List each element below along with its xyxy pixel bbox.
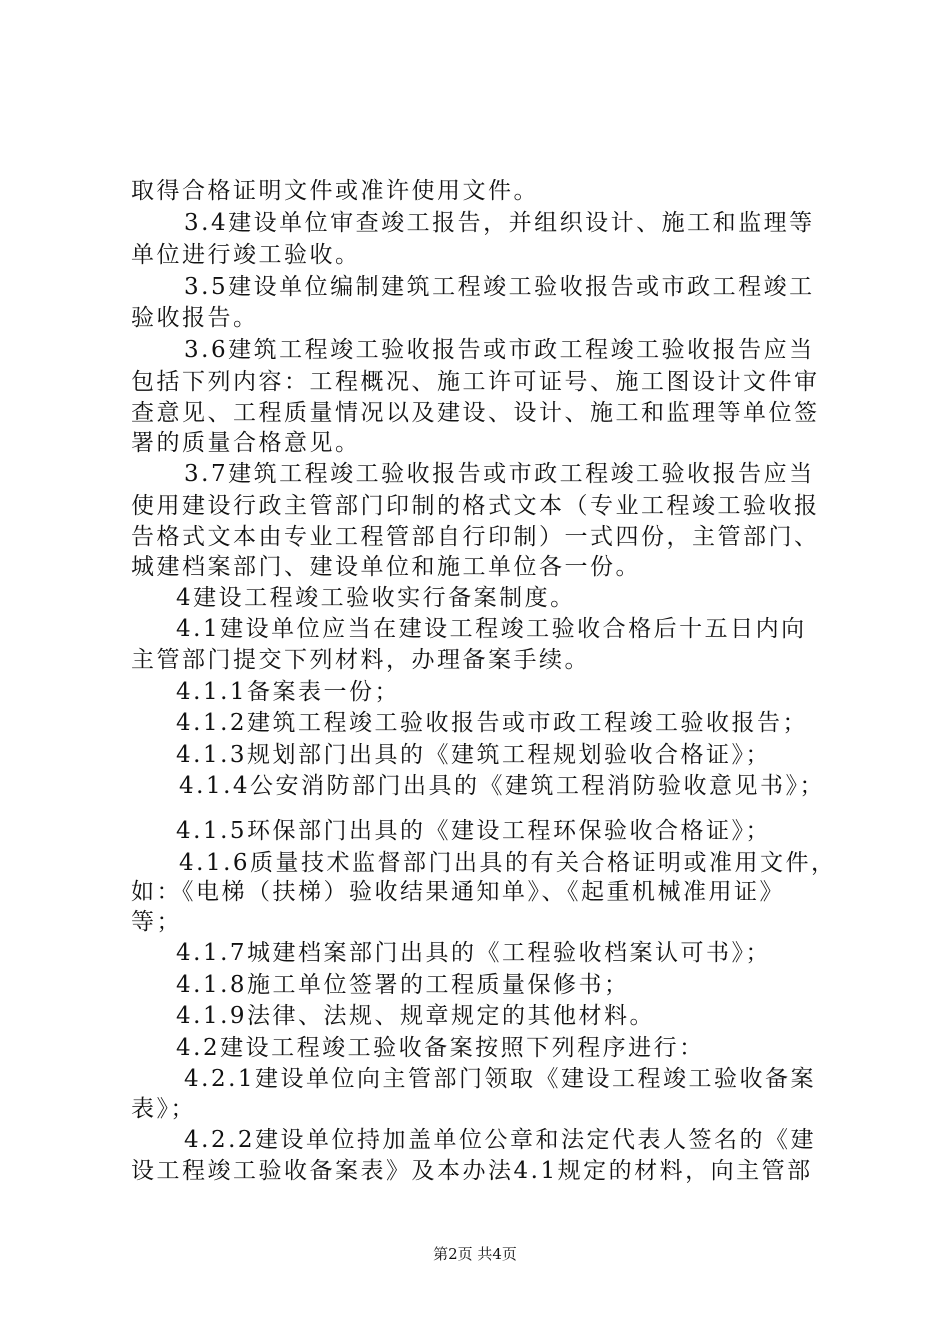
- text-line-5: 验收报告。: [131, 305, 259, 331]
- text-line-25: 4.1.7城建档案部门出具的《工程验收档案认可书》；: [176, 940, 772, 966]
- text-line-20: 4.1.4公安消防部门出具的《建筑工程消防验收意见书》；: [179, 773, 826, 799]
- text-line-4: 3.5建设单位编制建筑工程竣工验收报告或市政工程竣工: [184, 274, 815, 300]
- text-line-10: 3.7建筑工程竣工验收报告或市政工程竣工验收报告应当: [184, 461, 815, 487]
- text-line-18: 4.1.2建筑工程竣工验收报告或市政工程竣工验收报告；: [176, 710, 809, 736]
- text-line-2: 3.4建设单位审查竣工报告，并组织设计、施工和监理等: [184, 210, 815, 236]
- text-line-13: 城建档案部门、建设单位和施工单位各一份。: [131, 554, 641, 580]
- text-line-14: 4建设工程竣工验收实行备案制度。: [176, 585, 576, 611]
- text-line-11: 使用建设行政主管部门印制的格式文本（专业工程竣工验收报: [131, 493, 820, 519]
- text-line-9: 署的质量合格意见。: [131, 430, 361, 456]
- text-line-30: 表》；: [131, 1096, 196, 1122]
- text-line-27: 4.1.9法律、法规、规章规定的其他材料。: [176, 1003, 656, 1029]
- text-line-29: 4.2.1建设单位向主管部门领取《建设工程竣工验收备案: [184, 1066, 817, 1092]
- text-line-1: 取得合格证明文件或准许使用文件。: [131, 178, 539, 204]
- text-line-8: 查意见、工程质量情况以及建设、设计、施工和监理等单位签: [131, 400, 820, 426]
- text-line-17: 4.1.1备案表一份；: [176, 679, 401, 705]
- text-line-16: 主管部门提交下列材料，办理备案手续。: [131, 647, 590, 673]
- text-line-12: 告格式文本由专业工程管部自行印制）一式四份，主管部门、: [131, 524, 820, 550]
- text-line-32: 设工程竣工验收备案表》及本办法4.1规定的材料，向主管部: [131, 1158, 813, 1184]
- text-line-24: 等；: [131, 909, 182, 935]
- text-line-7: 包括下列内容：工程概况、施工许可证号、施工图设计文件审: [131, 369, 820, 395]
- text-line-23: 如：《电梯（扶梯）验收结果通知单》、《起重机械准用证》: [131, 879, 785, 905]
- text-line-22: 4.1.6质量技术监督部门出具的有关合格证明或准用文件，: [179, 850, 837, 876]
- text-line-6: 3.6建筑工程竣工验收报告或市政工程竣工验收报告应当: [184, 337, 815, 363]
- text-line-31: 4.2.2建设单位持加盖单位公章和法定代表人签名的《建: [184, 1127, 817, 1153]
- page-footer: 第2页 共4页: [433, 1245, 517, 1263]
- text-line-3: 单位进行竣工验收。: [131, 242, 361, 268]
- text-line-21: 4.1.5环保部门出具的《建设工程环保验收合格证》；: [176, 818, 772, 844]
- text-line-28: 4.2建设工程竣工验收备案按照下列程序进行：: [176, 1035, 705, 1061]
- text-line-26: 4.1.8施工单位签署的工程质量保修书；: [176, 972, 630, 998]
- text-line-15: 4.1建设单位应当在建设工程竣工验收合格后十五日内向: [176, 616, 807, 642]
- text-line-19: 4.1.3规划部门出具的《建筑工程规划验收合格证》；: [176, 742, 772, 768]
